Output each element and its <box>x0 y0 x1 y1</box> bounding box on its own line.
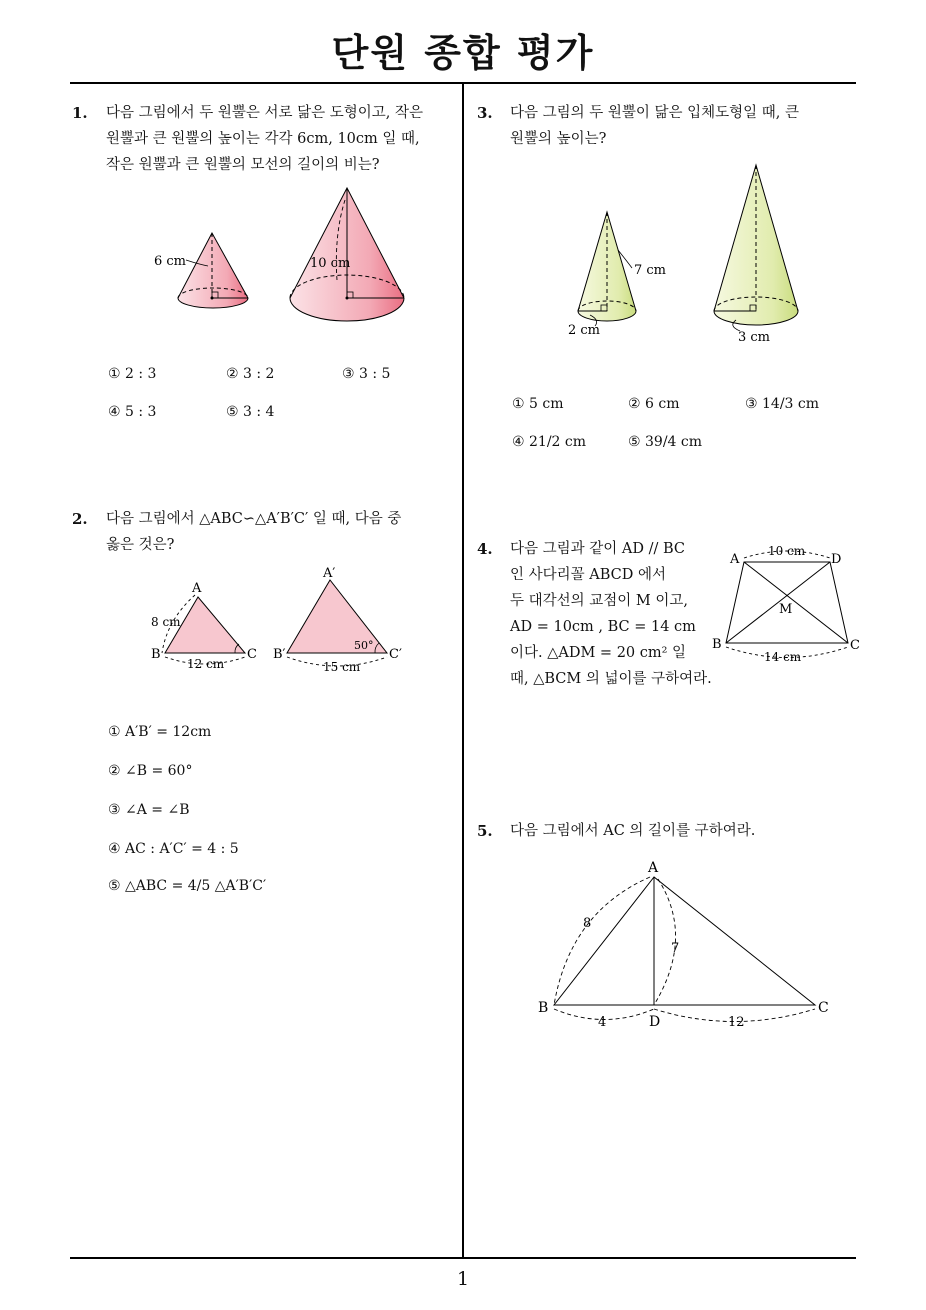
question-number: 3. <box>477 104 493 122</box>
large-height-label: 10 cm <box>310 256 351 271</box>
vertex-c: C <box>247 647 257 662</box>
question-number: 1. <box>72 104 88 122</box>
question-line: 작은 원뿔과 큰 원뿔의 모선의 길이의 비는? <box>106 157 380 173</box>
side-bc-label: 12 cm <box>187 657 225 671</box>
option-2[interactable]: ② ∠B = 60° <box>108 763 193 779</box>
top-length-label: 10 cm <box>768 544 806 558</box>
question-line: 두 대각선의 교점이 M 이고, <box>510 593 688 609</box>
option-2[interactable]: ② 3 : 2 <box>226 366 275 382</box>
point-m: M <box>779 602 793 617</box>
small-radius-label: 2 cm <box>568 323 601 338</box>
question-line: 원뿔과 큰 원뿔의 높이는 각각 6cm, 10cm 일 때, <box>106 131 420 147</box>
question-line: 원뿔의 높이는? <box>510 131 607 147</box>
option-5[interactable]: ⑤ 3 : 4 <box>226 404 275 420</box>
vertex-a: A <box>648 860 659 876</box>
column-divider <box>462 84 464 1257</box>
question-text <box>510 818 755 844</box>
option-4[interactable]: ④ 21/2 cm <box>512 434 587 450</box>
bottom-rule <box>70 1257 856 1259</box>
option-2[interactable]: ② 6 cm <box>628 396 680 412</box>
option-1[interactable]: ① A′B′ = 12cm <box>108 724 212 740</box>
vertex-c: C <box>818 1000 829 1016</box>
question-line: 인 사다리꼴 ABCD 에서 <box>510 567 666 583</box>
option-3[interactable]: ③ ∠A = ∠B <box>108 802 190 818</box>
question-line: 다음 그림에서 △ABC∽△A′B′C′ 일 때, 다음 중 <box>106 511 402 527</box>
question-text <box>106 506 401 558</box>
point-d: D <box>649 1014 661 1030</box>
ab-length-label: 8 <box>583 916 592 931</box>
triangles-figure <box>145 565 415 680</box>
question-line: 다음 그림의 두 원뿔이 닮은 입체도형일 때, 큰 <box>510 105 799 121</box>
angle-label: 50° <box>354 639 374 652</box>
question-line: 옳은 것은? <box>106 537 175 553</box>
question-line: AD = 10cm , BC = 14 cm <box>510 619 696 635</box>
option-3[interactable]: ③ 3 : 5 <box>342 366 391 382</box>
bd-length-label: 4 <box>598 1015 607 1030</box>
vertex-a: A <box>192 581 202 596</box>
vertex-a-prime: A′ <box>323 566 336 581</box>
question-text <box>106 100 423 178</box>
option-1[interactable]: ① 5 cm <box>512 396 564 412</box>
bottom-length-label: 14 cm <box>764 650 802 664</box>
large-radius-label: 3 cm <box>738 330 771 345</box>
question-number: 5. <box>477 822 493 840</box>
dc-length-label: 12 <box>728 1015 745 1030</box>
vertex-a: A <box>730 552 740 567</box>
side-ab-label: 8 cm <box>151 615 181 629</box>
question-text <box>510 536 712 692</box>
vertex-b-prime: B′ <box>273 647 286 662</box>
option-4[interactable]: ④ AC : A′C′ = 4 : 5 <box>108 841 239 857</box>
triangle-figure <box>530 852 840 1037</box>
question-line: 다음 그림과 같이 AD // BC <box>510 541 685 557</box>
option-1[interactable]: ① 2 : 3 <box>108 366 157 382</box>
question-line: 다음 그림에서 AC 의 길이를 구하여라. <box>510 823 756 839</box>
vertex-c-prime: C′ <box>389 647 402 662</box>
page-number: 1 <box>456 1268 470 1290</box>
side-b2c2-label: 15 cm <box>323 660 361 674</box>
cones-figure <box>560 160 820 350</box>
option-3[interactable]: ③ 14/3 cm <box>745 396 820 412</box>
vertex-d: D <box>831 552 842 567</box>
vertex-b: B <box>538 1000 549 1016</box>
small-slant-label: 7 cm <box>634 263 667 278</box>
cones-figure <box>140 180 440 330</box>
page-title: 단원 종합 평가 <box>331 31 595 75</box>
question-line: 다음 그림에서 두 원뿔은 서로 닮은 도형이고, 작은 <box>106 105 424 121</box>
question-text <box>510 100 799 152</box>
question-number: 4. <box>477 540 493 558</box>
option-5[interactable]: ⑤ △ABC = 4/5 △A′B′C′ <box>108 878 267 894</box>
vertex-b: B <box>712 637 722 652</box>
vertex-b: B <box>151 647 161 662</box>
question-line: 이다. △ADM = 20 cm² 일 <box>510 645 687 661</box>
option-5[interactable]: ⑤ 39/4 cm <box>628 434 703 450</box>
question-number: 2. <box>72 510 88 528</box>
vertex-c: C <box>850 638 860 653</box>
small-height-label: 6 cm <box>154 254 187 269</box>
option-4[interactable]: ④ 5 : 3 <box>108 404 157 420</box>
question-line: 때, △BCM 의 넓이를 구하여라. <box>510 671 712 687</box>
trapezoid-figure <box>708 540 868 670</box>
ad-length-label: 7 <box>671 941 680 956</box>
